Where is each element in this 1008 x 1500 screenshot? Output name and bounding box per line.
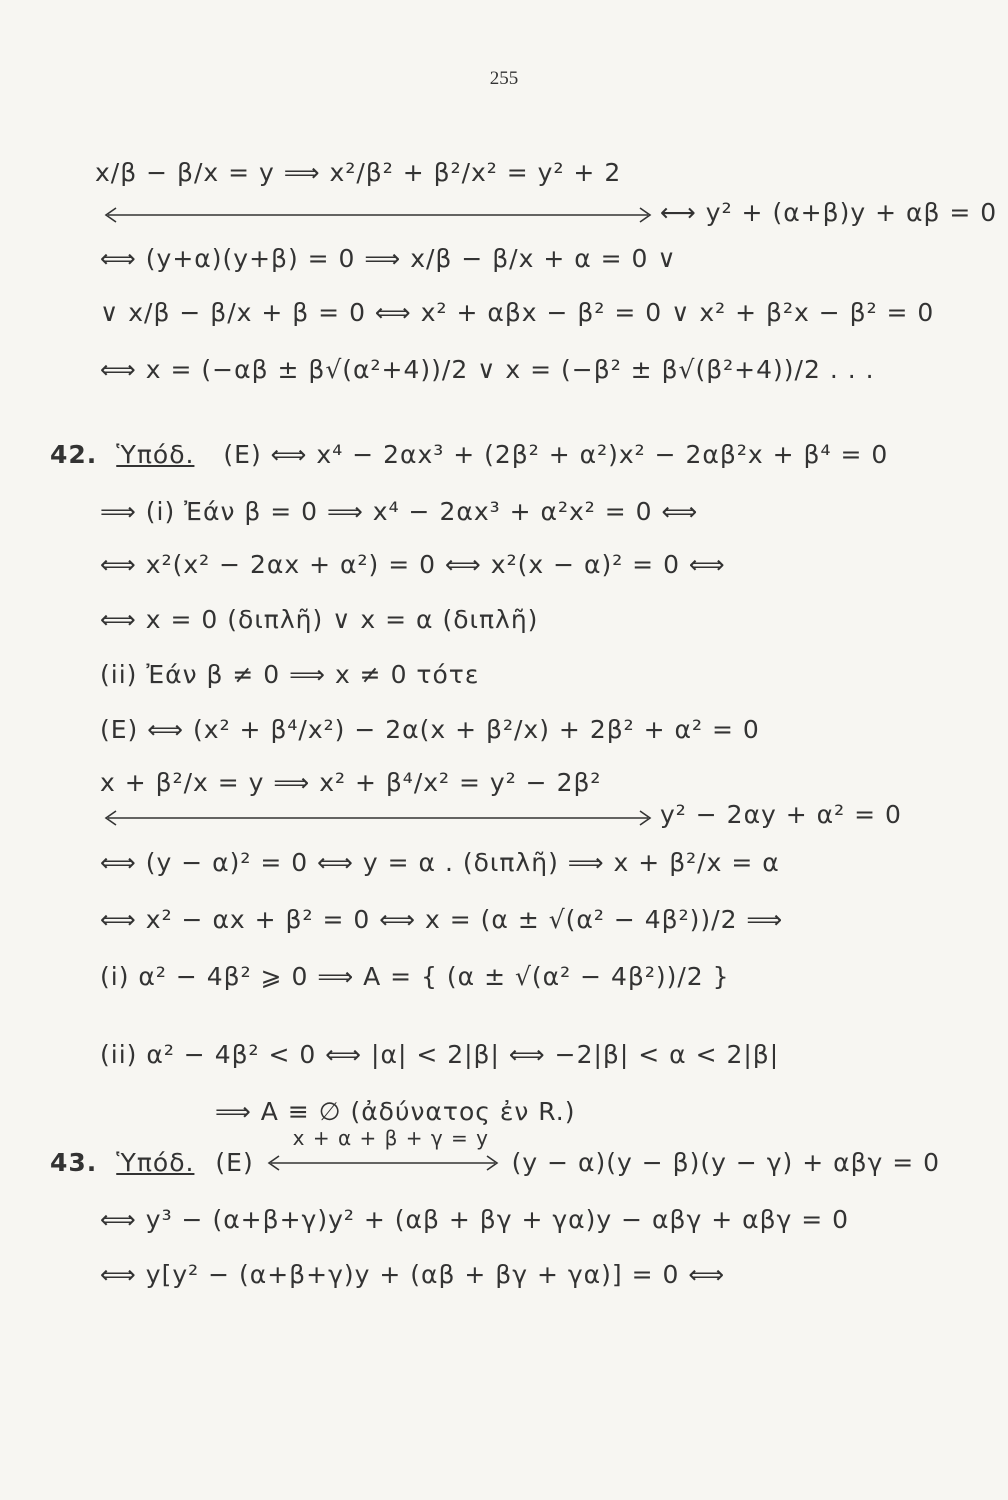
double-arrow-icon (98, 205, 658, 225)
equation-line: ∨ x/β − β/x + β = 0 ⟺ x² + αβx − β² = 0 ∨ x² + β²x − β² = 0 (100, 298, 935, 327)
equation-line: (E) ⟺ (x² + β⁴/x²) − 2α(x + β²/x) + 2β² + α² = 0 (100, 715, 760, 744)
equation-line: (ii) Ἐάν β ≠ 0 ⟹ x ≠ 0 τότε (100, 660, 480, 689)
equation-line: ⟺ x² − αx + β² = 0 ⟺ x = (α ± √(α² − 4β²))/2 ⟹ (100, 905, 784, 934)
double-arrow-icon (263, 1153, 503, 1173)
problem-number: 42. (50, 440, 98, 469)
problem-43-line: 43. Ὑπόδ. (E) x + α + β + γ = y (y − α)(y − β)(y − γ) + αβγ = 0 (50, 1125, 941, 1177)
equation-line: ⟺ (y+α)(y+β) = 0 ⟹ x/β − β/x + α = 0 ∨ (100, 244, 677, 273)
double-arrow-icon (98, 808, 658, 828)
problem-42-line (50, 440, 888, 469)
equation-line: x + β²/x = y ⟹ x² + β⁴/x² = y² − 2β² (100, 768, 602, 797)
equation-line: y² − 2αy + α² = 0 (660, 800, 902, 829)
equation-line: x/β − β/x = y ⟹ x²/β² + β²/x² = y² + 2 (95, 158, 622, 187)
equation-line: (y − α)(y − β)(y − γ) + αβγ = 0 (511, 1148, 941, 1177)
equation-line: ⟹ (i) Ἐάν β = 0 ⟹ x⁴ − 2αx³ + α²x² = 0 ⟺ (100, 497, 699, 526)
equation-line: ⟹ A ≡ ∅ (ἀδύνατος ἐν R.) (215, 1097, 576, 1126)
equation-line: ⟺ (y − α)² = 0 ⟺ y = α . (διπλῆ) ⟹ x + β²/x = α (100, 848, 780, 877)
arrow-label: x + α + β + γ = y (292, 1125, 490, 1150)
page-number: 255 (489, 68, 519, 89)
hint-label: Ὑπόδ. (116, 1148, 195, 1177)
equation-line: ⟺ x = 0 (διπλῆ) ∨ x = α (διπλῆ) (100, 605, 539, 634)
equation-line: ⟺ x²(x² − 2αx + α²) = 0 ⟺ x²(x − α)² = 0 ⟺ (100, 550, 726, 579)
equation-line: ⟺ x = (−αβ ± β√(α²+4))/2 ∨ x = (−β² ± β√(β²+4))/2 . . . (100, 355, 875, 384)
problem-number: 43. (50, 1148, 98, 1177)
equation-line: (E) ⟺ x⁴ − 2αx³ + (2β² + α²)x² − 2αβ²x + β⁴ = 0 (223, 440, 889, 469)
equation-line: ⟺ y[y² − (α+β+γ)y + (αβ + βγ + γα)] = 0 ⟺ (100, 1260, 726, 1289)
equation-line: ⟺ y³ − (α+β+γ)y² + (αβ + βγ + γα)y − αβγ + αβγ = 0 (100, 1205, 850, 1234)
hint-label: Ὑπόδ. (116, 440, 195, 469)
equation-line: ⟷ y² + (α+β)y + αβ = 0 (660, 198, 998, 227)
equation-line: (ii) α² − 4β² < 0 ⟺ |α| < 2|β| ⟺ −2|β| < α < 2|β| (100, 1040, 780, 1069)
labeled-arrow (263, 1125, 503, 1179)
equation-line: (i) α² − 4β² ⩾ 0 ⟹ A = { (α ± √(α² − 4β²))/2 } (100, 962, 730, 991)
